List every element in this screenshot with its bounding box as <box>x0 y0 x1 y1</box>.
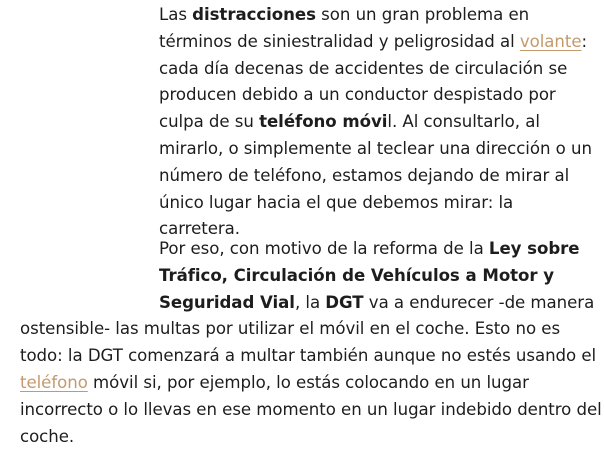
bold-distracciones: distracciones <box>192 5 316 24</box>
bold-dgt: DGT <box>325 292 364 312</box>
text-segment: Por eso, con motivo de la reforma de la <box>159 239 489 258</box>
text-segment: va a endurecer -de manera ostensible- las multas por utilizar el móvil en el coche. Esto no es todo: la DGT comenzará a multar también aunque no estés usando el <box>20 292 597 366</box>
text-segment: l. Al consultarlo, al mirarlo, o simplemente al teclear una dirección o un número de teléfono, estamos dejando de mirar al único lugar hacia el que debemos mirar: la carretera. <box>159 112 592 239</box>
text-segment: : cada día decenas de accidentes de circulación se producen debido a un conductor despistado por culpa de su <box>159 31 588 132</box>
bold-ley-trafico: Ley sobre Tráfico, Circulación de Vehículos a Motor y Seguridad Vial <box>159 239 580 312</box>
bold-telefono-movil: teléfono móvi <box>259 112 388 132</box>
text-segment: Las <box>159 5 193 24</box>
text-segment: móvil si, por ejemplo, lo estás colocando en un lugar incorrecto o lo llevas en ese momento en un lugar indebido dentro del coche. <box>20 372 602 446</box>
link-telefono[interactable]: teléfono <box>20 372 88 392</box>
link-volante[interactable]: volante <box>519 31 582 51</box>
float-spacer <box>20 236 159 316</box>
text-segment: son un gran problema en términos de siniestralidad y peligrosidad al <box>159 5 530 51</box>
text-segment: , la <box>294 292 326 312</box>
paragraph-dgt-reform <box>20 236 604 450</box>
paragraph-distractions <box>159 2 599 243</box>
